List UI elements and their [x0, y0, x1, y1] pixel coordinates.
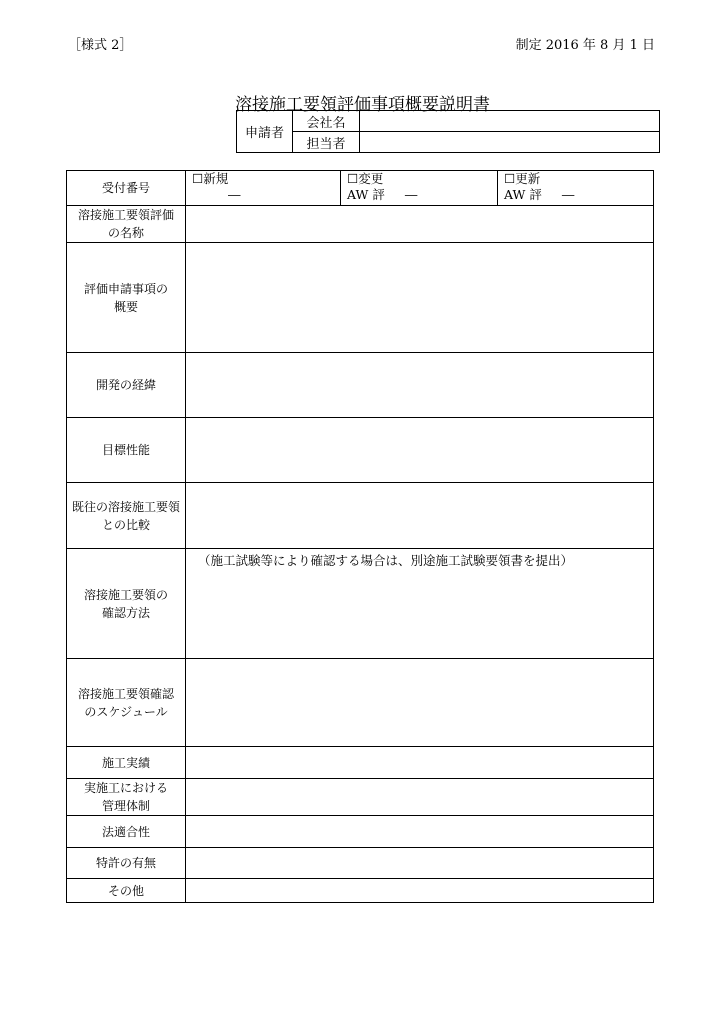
- confirmation-method-label: 溶接施工要領の 確認方法: [67, 549, 186, 659]
- others-label: その他: [67, 879, 186, 903]
- revision-date: 制定 2016 年 8 月 1 日: [515, 38, 655, 53]
- reception-number-label: 受付番号: [67, 171, 186, 206]
- renewal-label: 更新: [515, 171, 541, 186]
- confirmation-schedule-field[interactable]: [186, 659, 654, 747]
- application-summary-field[interactable]: [186, 243, 654, 353]
- development-history-label: 開発の経緯: [67, 353, 186, 418]
- confirmation-schedule-label: 溶接施工要領確認 のスケジュール: [67, 659, 186, 747]
- construction-record-field[interactable]: [186, 747, 654, 779]
- application-summary-label: 評価申請事項の 概要: [67, 243, 186, 353]
- patents-field[interactable]: [186, 848, 654, 879]
- change-checkbox[interactable]: ☐: [347, 171, 359, 186]
- document-title: 溶接施工要領評価事項概要説明書: [235, 95, 490, 115]
- person-in-charge-label: 担当者: [293, 132, 360, 153]
- company-name-field[interactable]: [360, 111, 660, 132]
- comparison-label: 既往の溶接施工要領 との比較: [67, 483, 186, 549]
- management-system-field[interactable]: [186, 779, 654, 816]
- option-new[interactable]: [186, 171, 340, 205]
- renewal-aw-prefix: AW 評: [504, 187, 542, 202]
- option-renewal[interactable]: [497, 171, 647, 205]
- legal-compliance-field[interactable]: [186, 816, 654, 848]
- target-performance-field[interactable]: [186, 418, 654, 483]
- target-performance-label: 目標性能: [67, 418, 186, 483]
- renewal-number-dash: ―: [561, 187, 575, 202]
- new-label: 新規: [203, 171, 229, 186]
- comparison-field[interactable]: [186, 483, 654, 549]
- confirmation-method-field[interactable]: （施工試験等により確認する場合は、別途施工試験要領書を提出）: [186, 549, 654, 659]
- applicant-label: 申請者: [237, 111, 293, 153]
- option-change[interactable]: [340, 171, 497, 205]
- others-field[interactable]: [186, 879, 654, 903]
- applicant-table: [236, 110, 660, 153]
- management-system-label: 実施工における 管理体制: [67, 779, 186, 816]
- summary-table: [66, 170, 654, 903]
- new-checkbox[interactable]: ☐: [192, 171, 204, 186]
- procedure-name-label: 溶接施工要領評価 の名称: [67, 206, 186, 243]
- new-number-dash: ―: [228, 187, 241, 202]
- legal-compliance-label: 法適合性: [67, 816, 186, 848]
- change-aw-prefix: AW 評: [347, 187, 385, 202]
- procedure-name-field[interactable]: [186, 206, 654, 243]
- change-number-dash: ―: [404, 187, 418, 202]
- development-history-field[interactable]: [186, 353, 654, 418]
- patents-label: 特許の有無: [67, 848, 186, 879]
- company-name-label: 会社名: [293, 111, 360, 132]
- reception-number-options: [186, 171, 654, 206]
- form-code: ［様式 2］: [68, 38, 133, 53]
- renewal-checkbox[interactable]: ☐: [504, 171, 516, 186]
- construction-record-label: 施工実績: [67, 747, 186, 779]
- change-label: 変更: [358, 171, 384, 186]
- person-in-charge-field[interactable]: [360, 132, 660, 153]
